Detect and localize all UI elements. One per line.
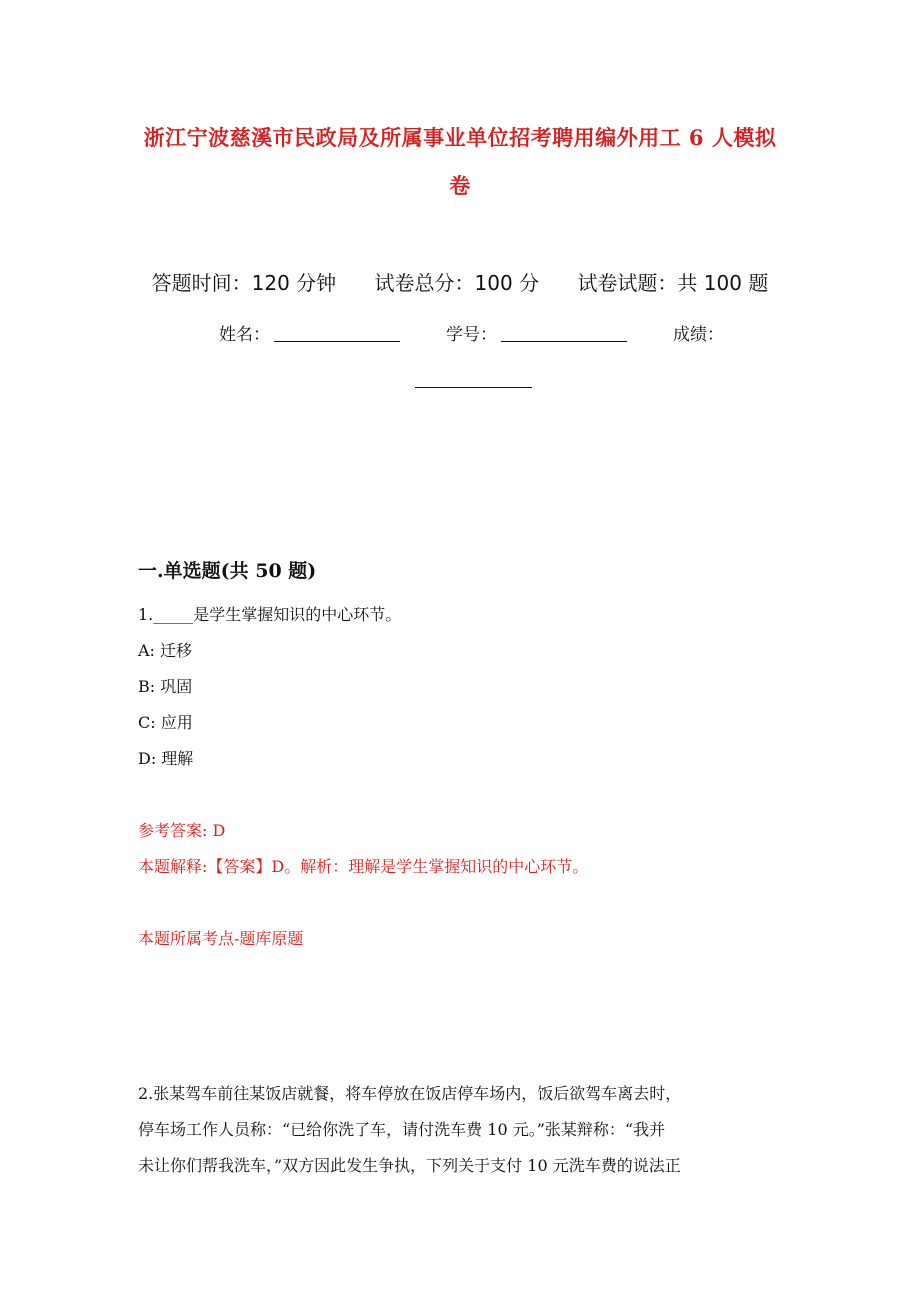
exam-time: 答题时间：120 分钟 <box>151 271 337 295</box>
question-2-line-1: 2.张某驾车前往某饭店就餐，将车停放在饭店停车场内，饭后欲驾车离去时， <box>138 1084 682 1103</box>
score-blank[interactable] <box>415 387 532 388</box>
question-1-option-c: C: 应用 <box>138 713 193 732</box>
question-1-option-a: A: 迁移 <box>138 641 193 660</box>
question-1-explanation: 本题解释:【答案】D。解析：理解是学生掌握知识的中心环节。 <box>138 857 589 876</box>
question-1-stem: 1._____是学生掌握知识的中心环节。 <box>138 605 402 624</box>
id-blank[interactable] <box>501 341 627 342</box>
question-2-stem <box>138 1076 788 1184</box>
question-1-answer: 参考答案: D <box>138 821 226 840</box>
question-2-line-2: 停车场工作人员称：“已给你洗了车，请付洗车费 10 元。”张某辩称：“我并 <box>138 1120 666 1139</box>
question-1-option-d: D: 理解 <box>138 749 194 768</box>
question-2-line-3: 未让你们帮我洗车，”双方因此发生争执，下列关于支付 10 元洗车费的说法正 <box>138 1156 681 1175</box>
exam-info-row <box>0 267 920 296</box>
question-count: 试卷试题：共 100 题 <box>577 271 769 295</box>
name-blank[interactable] <box>274 341 400 342</box>
document-title-line1: 浙江宁波慈溪市民政局及所属事业单位招考聘用编外用工 6 人模拟 <box>143 125 777 150</box>
id-label: 学号： <box>446 325 497 345</box>
name-label: 姓名： <box>219 325 270 345</box>
question-1-option-b: B: 巩固 <box>138 677 193 696</box>
section-heading: 一.单选题(共 50 题) <box>138 560 317 582</box>
total-score: 试卷总分：100 分 <box>374 271 540 295</box>
question-1-source: 本题所属考点-题库原题 <box>138 929 304 948</box>
document-title-line2: 卷 <box>449 173 471 198</box>
score-label: 成绩： <box>673 325 724 345</box>
